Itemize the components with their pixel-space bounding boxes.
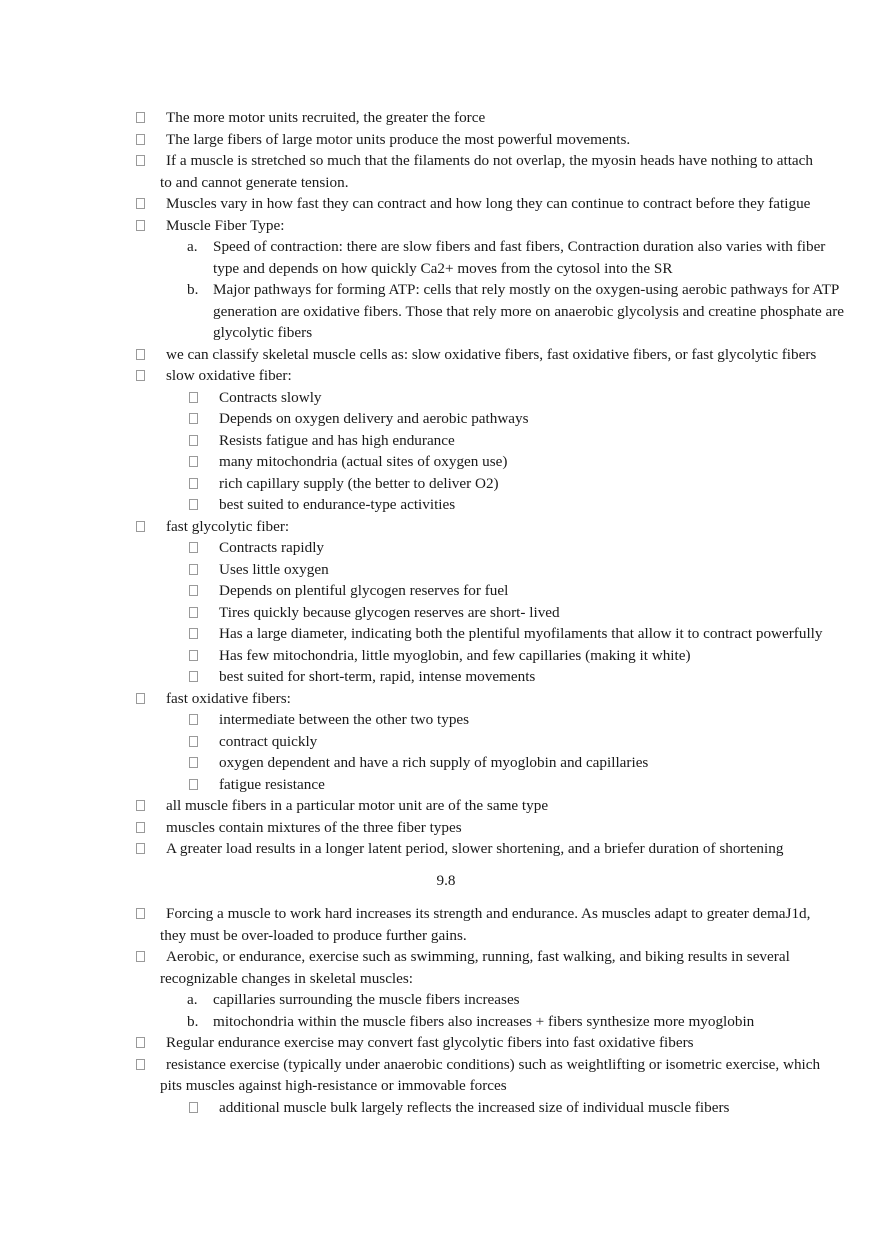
bullet-marker-icon [189,1102,198,1113]
list-item [0,193,880,215]
list-item [0,107,880,129]
list-item-text: all muscle fibers in a particular motor unit are of the same type [166,797,549,814]
list-item-text: resistance exercise (typically under anaerobic conditions) such as weightlifting or isometric exercise, which [166,1055,821,1073]
sub-list-item-text: additional muscle bulk largely reflects the increased size of individual muscle fibers [219,1098,730,1116]
list-item [0,838,880,860]
bullet-marker-icon [189,736,198,747]
bullet-marker-icon [189,499,198,510]
sub-list-item-text: rich capillary supply (the better to deliver O2) [219,474,499,492]
bullet-marker-icon [136,1037,145,1048]
lettered-item-text: Speed of contraction: there are slow fibers and fast fibers, Contraction duration also varies with fiber type and depends on how quickly Ca2+ moves from the cytosol into the SR [213,238,826,277]
sub-list-item [0,752,880,774]
list-item-text: fast oxidative fibers: [166,689,291,707]
bullet-marker-icon [189,779,198,790]
bullet-marker-icon [136,951,145,962]
list-item [0,688,880,710]
bullet-marker-icon [136,822,145,833]
sub-list-item-text: best suited for short-term, rapid, intense movements [219,668,536,685]
sub-list-item-text: contract quickly [219,732,318,750]
bullet-marker-icon [189,456,198,467]
list-item-text: If a muscle is stretched so much that the filaments do not overlap, the myosin heads have nothing to attach [166,152,813,169]
sub-list-item-text: intermediate between the other two types [219,711,470,728]
bullet-marker-icon [189,585,198,596]
lettered-item [0,989,880,1011]
list-item [0,1032,880,1054]
sub-list-item [0,408,880,430]
list-item-continuation: they must be over-loaded to produce further gains. [160,926,467,944]
bullet-marker-icon [136,843,145,854]
bullet-marker-icon [136,521,145,532]
sub-list-item [0,451,880,473]
bullet-marker-icon [136,198,145,209]
sub-list-item [0,494,880,516]
item-letter: a. [187,991,198,1008]
sub-list-item-text: Contracts slowly [219,388,322,406]
sub-list-item-text: Depends on oxygen delivery and aerobic pathways [219,410,529,427]
bullet-marker-icon [136,693,145,704]
bullet-marker-icon [189,435,198,446]
bullet-marker-icon [136,370,145,381]
lettered-item-text: mitochondria within the muscle fibers also increases + fibers synthesize more myoglobin [213,1012,755,1030]
bullet-marker-icon [136,220,145,231]
list-item [0,365,880,387]
bullet-marker-icon [189,413,198,424]
sub-list-item [0,731,880,753]
bullet-marker-icon [189,607,198,618]
sub-list-item-text: fatigue resistance [219,775,325,793]
sub-list-item [0,387,880,409]
sub-list-item [0,645,880,667]
list-item [0,903,880,946]
sub-list-item-text: oxygen dependent and have a rich supply of myoglobin and capillaries [219,754,649,771]
list-item-text: The more motor units recruited, the greater the force [166,109,486,126]
sub-list-item [0,537,880,559]
section-heading: 9.8 [436,871,456,889]
sub-list-item [0,430,880,452]
list-item-text: The large fibers of large motor units produce the most powerful movements. [166,130,631,148]
sub-list-item-text: Uses little oxygen [219,560,329,578]
sub-list-item [0,1097,880,1119]
sub-list-item [0,623,880,645]
notes-list-section-1 [0,107,880,860]
bullet-marker-icon [136,112,145,123]
bullet-marker-icon [189,542,198,553]
sub-list-item [0,666,880,688]
sub-list-item [0,473,880,495]
bullet-marker-icon [189,478,198,489]
list-item-continuation: recognizable changes in skeletal muscles: [160,969,414,987]
sub-list-item [0,559,880,581]
bullet-marker-icon [136,1059,145,1070]
bullet-marker-icon [189,392,198,403]
sub-list-item [0,709,880,731]
list-item [0,795,880,817]
sub-list-item-text: Depends on plentiful glycogen reserves for fuel [219,582,509,599]
list-item [0,215,880,237]
list-item [0,150,880,193]
notes-list-section-2 [0,903,880,1118]
lettered-item-text: Major pathways for forming ATP: cells that rely mostly on the oxygen-using aerobic pathways for ATP generation are oxidative fibers. Those that rely more on anaerobic glycolysis and creatine phosphate are glycolytic fibers [213,281,845,341]
lettered-item-text: capillaries surrounding the muscle fibers increases [213,991,520,1008]
list-item-continuation: pits muscles against high-resistance or immovable forces [160,1077,507,1094]
list-item-text: Aerobic, or endurance, exercise such as swimming, running, fast walking, and biking results in several [166,948,790,965]
bullet-marker-icon [136,800,145,811]
sub-list-item-text: Contracts rapidly [219,539,325,556]
list-item-text: Muscle Fiber Type: [166,216,285,234]
list-item-text: slow oxidative fiber: [166,367,292,384]
item-letter: b. [187,281,199,298]
bullet-marker-icon [136,134,145,145]
bullet-marker-icon [189,757,198,768]
bullet-marker-icon [136,349,145,360]
list-item-text: Muscles vary in how fast they can contract and how long they can continue to contract before they fatigue [166,195,811,212]
bullet-marker-icon [189,564,198,575]
bullet-marker-icon [189,671,198,682]
bullet-marker-icon [189,628,198,639]
list-item-text: A greater load results in a longer latent period, slower shortening, and a briefer duration of shortening [166,840,784,857]
sub-list-item-text: Has few mitochondria, little myoglobin, and few capillaries (making it white) [219,646,691,664]
lettered-item [0,279,880,344]
sub-list-item [0,602,880,624]
list-item-text: Regular endurance exercise may convert fast glycolytic fibers into fast oxidative fibers [166,1034,694,1051]
item-letter: b. [187,1012,199,1030]
bullet-marker-icon [189,714,198,725]
sub-list-item-text: Tires quickly because glycogen reserves are short- lived [219,603,560,621]
list-item [0,516,880,538]
list-item [0,1054,880,1097]
list-item [0,946,880,989]
lettered-item [0,236,880,279]
list-item-text: fast glycolytic fiber: [166,517,290,535]
sub-list-item-text: Has a large diameter, indicating both the plentiful myofilaments that allow it to contract powerfully [219,625,823,642]
sub-list-item-text: best suited to endurance-type activities [219,496,456,513]
lettered-item [0,1011,880,1033]
sub-list-item-text: Resists fatigue and has high endurance [219,431,455,449]
bullet-marker-icon [189,650,198,661]
sub-list-item [0,774,880,796]
list-item-continuation: to and cannot generate tension. [160,173,349,191]
sub-list-item-text: many mitochondria (actual sites of oxygen use) [219,453,508,470]
item-letter: a. [187,238,198,255]
list-item [0,817,880,839]
list-item [0,129,880,151]
sub-list-item [0,580,880,602]
list-item [0,344,880,366]
bullet-marker-icon [136,908,145,919]
list-item-text: muscles contain mixtures of the three fiber types [166,818,462,836]
bullet-marker-icon [136,155,145,166]
list-item-text: we can classify skeletal muscle cells as: slow oxidative fibers, fast oxidative fibers, or fast glycolytic fibers [166,345,817,363]
list-item-text: Forcing a muscle to work hard increases its strength and endurance. As muscles adapt to greater demaJ1d, [166,905,811,922]
